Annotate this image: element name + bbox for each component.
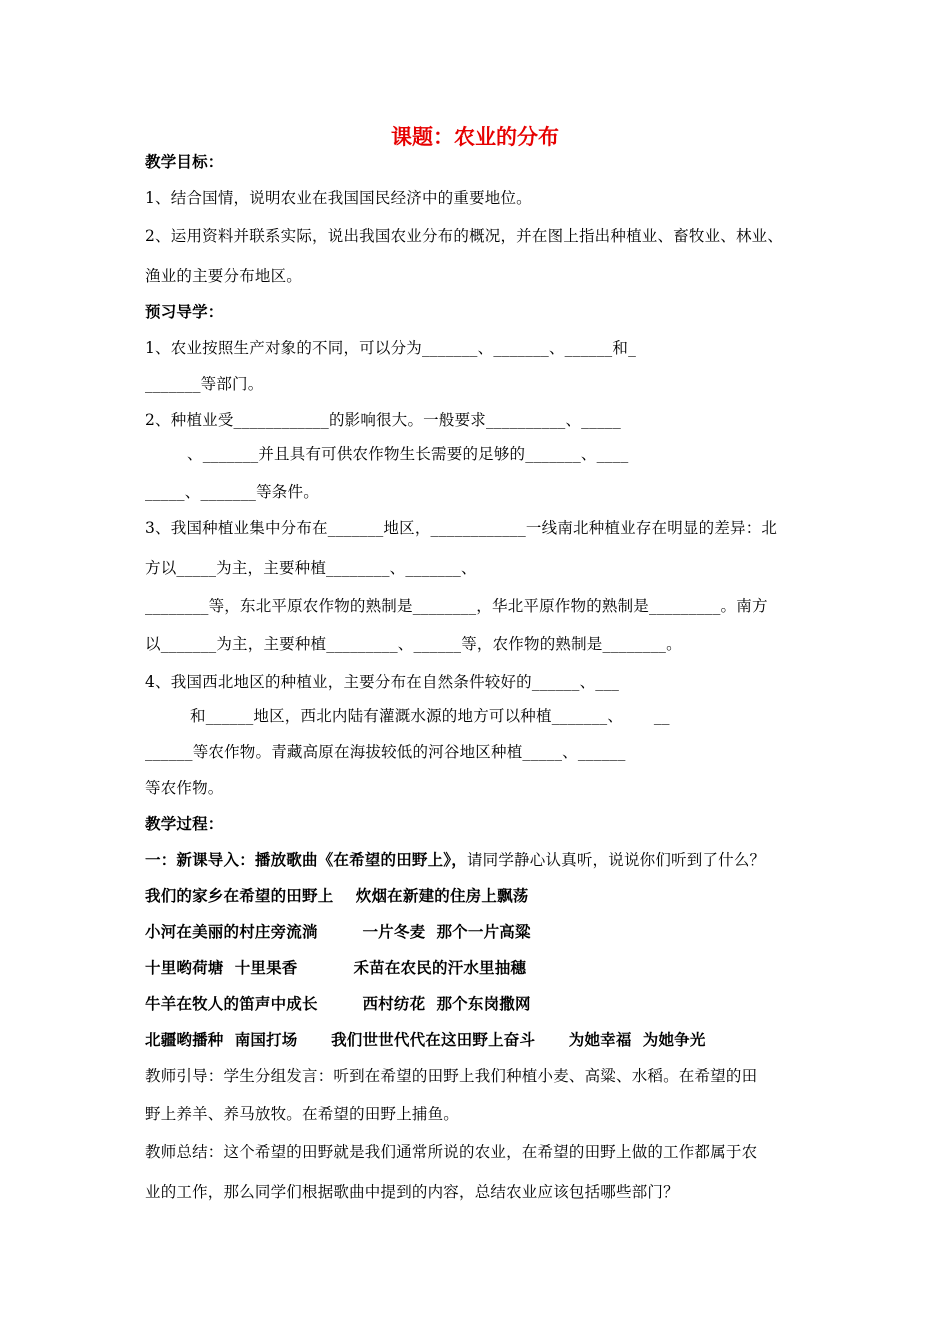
- preview-line: 3、我国种植业集中分布在_______地区，____________一线南北种植业存在明显的差异：北: [145, 519, 778, 537]
- preview-line: _______等部门。: [145, 375, 264, 393]
- lyric-line: 我们的家乡在希望的田野上 炊烟在新建的住房上飘荡: [145, 886, 529, 905]
- lyric-line: 牛羊在牧人的笛声中成长 西村纺花 那个东岗撒网: [145, 994, 531, 1013]
- intro-text: 请同学静心认真听，说说你们听到了什么？: [466, 851, 766, 869]
- preview-line: 4、我国西北地区的种植业，主要分布在自然条件较好的______、___: [145, 673, 620, 691]
- objective-item: 2、运用资料并联系实际，说出我国农业分布的概况，并在图上指出种植业、畜牧业、林业、: [145, 227, 784, 245]
- preview-line: _____、_______等条件。: [145, 483, 319, 501]
- lyric-line: 北疆哟播种 南国打场 我们世世代代在这田野上奋斗 为她幸福 为她争光: [145, 1030, 706, 1049]
- preview-line: 2、种植业受____________的影响很大。一般要求__________、_____: [145, 411, 621, 429]
- intro-bold-text: 一：新课导入：播放歌曲《在希望的田野上》，: [145, 850, 467, 869]
- preview-line: 和______地区，西北内陆有灌溉水源的地方可以种植_______、 __: [190, 707, 670, 725]
- preview-heading: 预习导学：: [145, 302, 224, 321]
- intro-line: [145, 850, 765, 870]
- objective-item: 渔业的主要分布地区。: [145, 267, 303, 285]
- lyric-line: 小河在美丽的村庄旁流淌 一片冬麦 那个一片高粱: [145, 922, 531, 941]
- preview-line: 方以_____为主，主要种植________、_______、: [145, 559, 477, 577]
- preview-line: 1、农业按照生产对象的不同，可以分为_______、_______、______和_: [145, 339, 637, 357]
- preview-line: ________等，东北平原农作物的熟制是________，华北平原作物的熟制是_________。南方: [145, 597, 768, 615]
- lyric-line: 十里哟荷塘 十里果香 禾苗在农民的汗水里抽穗: [145, 958, 527, 977]
- preview-line: 等农作物。: [145, 779, 224, 797]
- objective-item: 1、结合国情，说明农业在我国国民经济中的重要地位。: [145, 189, 532, 207]
- summary-line: 教师总结：这个希望的田野就是我们通常所说的农业，在希望的田野上做的工作都属于农: [145, 1143, 758, 1161]
- preview-line: ______等农作物。青藏高原在海拔较低的河谷地区种植_____、______: [145, 743, 626, 761]
- preview-line: 以_______为主，主要种植_________、______等，农作物的熟制是________。: [145, 635, 682, 653]
- summary-line: 业的工作，那么同学们根据歌曲中提到的内容，总结农业应该包括哪些部门？: [145, 1183, 679, 1201]
- page-title: 课题：农业的分布: [391, 125, 559, 149]
- guide-line: 野上养羊、养马放牧。在希望的田野上捕鱼。: [145, 1105, 460, 1123]
- objectives-heading: 教学目标：: [145, 152, 224, 171]
- process-heading: 教学过程：: [145, 814, 224, 833]
- guide-line: 教师引导：学生分组发言：听到在希望的田野上我们种植小麦、高粱、水稻。在希望的田: [145, 1067, 758, 1085]
- preview-line: 、_______并且具有可供农作物生长需要的足够的_______、____: [187, 445, 629, 463]
